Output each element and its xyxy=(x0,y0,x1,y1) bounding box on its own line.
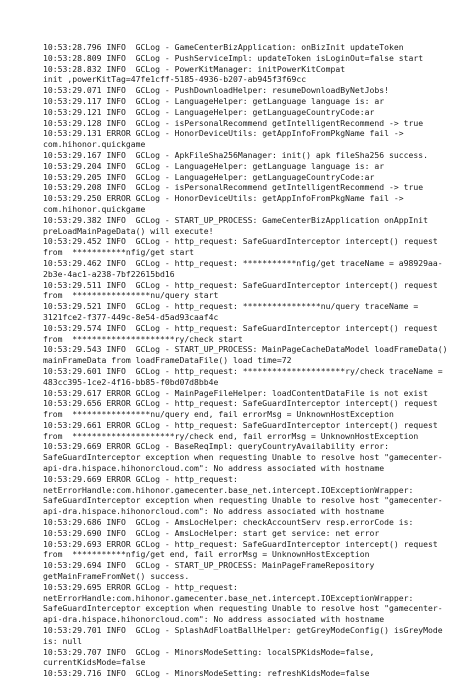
log-line: 10:53:29.250 ERROR GCLog - HonorDeviceUtils: getAppInfoFromPkgName fail -> xyxy=(43,193,404,204)
log-line: 10:53:29.208 INFO GCLog - isPersonalRecommend getIntelligentRecommend -> true xyxy=(43,182,424,193)
log-line: currentKidsMode=false xyxy=(43,657,146,668)
log-line: 10:53:29.511 INFO GCLog - http_request: SafeGuardInterceptor intercept() request xyxy=(43,279,438,290)
log-line: 10:53:29.656 ERROR GCLog - http_request: SafeGuardInterceptor intercept() request xyxy=(43,398,438,409)
log-line: mainFrameData from loadFrameDataFile() load time=72 xyxy=(43,355,292,366)
log-line: 10:53:29.128 INFO GCLog - isPersonalRecommend getIntelligentRecommend -> true xyxy=(43,117,424,128)
log-line: api-dra.hispace.hihonorcloud.com": No address associated with hostname xyxy=(43,506,385,517)
log-line: 10:53:29.701 INFO GCLog - SplashAdFloatBallHelper: getGreyModeConfig() isGreyMode xyxy=(43,625,443,636)
log-line: 3121fce2-f377-449c-8e54-d5ad93caaf4c xyxy=(43,311,219,322)
log-line: netErrorHandle:com.hihonor.gamecenter.base_net.intercept.IOExceptionWrapper: xyxy=(43,592,414,603)
log-line: 10:53:29.601 INFO GCLog - http_request: *********************ry/check traceName = xyxy=(43,365,443,376)
log-line: from *********************ry/check end, fail errorMsg = UnknownHostException xyxy=(43,430,419,441)
log-line: com.hihonor.quickgame xyxy=(43,139,146,150)
log-line: 10:53:29.693 ERROR GCLog - http_request: SafeGuardInterceptor intercept() request xyxy=(43,538,438,549)
log-line: 10:53:29.543 INFO GCLog - START_UP_PROCESS: MainPageCacheDataModel loadFrameData() xyxy=(43,344,448,355)
log-line: from *********************ry/check start xyxy=(43,333,243,344)
log-line: 10:53:29.452 INFO GCLog - http_request: SafeGuardInterceptor intercept() request xyxy=(43,236,438,247)
log-line: init ,powerKitTag=47fe1cff-5185-4936-b207-ab945f3f69cc xyxy=(43,74,307,85)
log-line: 10:53:29.167 INFO GCLog - ApkFileSha256Manager: init() apk fileSha256 success. xyxy=(43,149,428,160)
log-line: 10:53:29.382 INFO GCLog - START_UP_PROCESS: GameCenterBizApplication onAppInit xyxy=(43,214,428,225)
log-line: 10:53:29.521 INFO GCLog - http_request: ****************nu/query traceName = xyxy=(43,301,419,312)
log-line: 10:53:29.574 INFO GCLog - http_request: SafeGuardInterceptor intercept() request xyxy=(43,322,438,333)
log-line: 10:53:29.695 ERROR GCLog - http_request: xyxy=(43,581,238,592)
log-line: from ***********nfig/get end, fail errorMsg = UnknownHostException xyxy=(43,549,370,560)
log-line: from ***********nfig/get start xyxy=(43,247,195,258)
log-line: SafeGuardInterceptor exception when requesting Unable to resolve host "gamecenter- xyxy=(43,603,443,614)
log-line: 10:53:28.832 INFO GCLog - PowerKitManager: initPowerKitCompat xyxy=(43,63,346,74)
log-line: api-dra.hispace.hihonorcloud.com": No address associated with hostname xyxy=(43,614,385,625)
log-line: 10:53:29.690 INFO GCLog - AmsLocHelper: start get service: net error xyxy=(43,527,380,538)
log-line: 10:53:29.669 ERROR GCLog - BaseReqImpl: queryCountryAvailability error: xyxy=(43,441,389,452)
log-line: 10:53:29.669 ERROR GCLog - http_request: xyxy=(43,473,238,484)
log-line: SafeGuardInterceptor exception when requesting Unable to resolve host "gamecenter- xyxy=(43,495,443,506)
log-line: from ****************nu/query start xyxy=(43,290,219,301)
log-line: is: null xyxy=(43,635,82,646)
log-line: 10:53:29.686 INFO GCLog - AmsLocHelper: checkAccountServ resp.errorCode is: xyxy=(43,517,414,528)
log-line: 10:53:29.694 INFO GCLog - START_UP_PROCESS: MainPageFrameRepository xyxy=(43,560,375,571)
log-line: 2b3e-4ac1-a238-7bf22615bd16 xyxy=(43,268,175,279)
log-line: 10:53:29.617 ERROR GCLog - MainPageFileHelper: loadContentDataFile is not exist xyxy=(43,387,428,398)
log-line: 10:53:29.661 ERROR GCLog - http_request: SafeGuardInterceptor intercept() request xyxy=(43,419,438,430)
log-line: 10:53:29.707 INFO GCLog - MinorsModeSetting: localSPKidsMode=false, xyxy=(43,646,375,657)
log-line: 10:53:29.121 INFO GCLog - LanguageHelper: getLanguageCountryCode:ar xyxy=(43,106,375,117)
log-line: from ****************nu/query end, fail errorMsg = UnknownHostException xyxy=(43,409,394,420)
log-line: 10:53:28.809 INFO GCLog - PushServiceImpl: updateToken isLoginOut=false start xyxy=(43,52,424,63)
log-line: 10:53:28.796 INFO GCLog - GameCenterBizApplication: onBizInit updateToken xyxy=(43,42,404,52)
log-line: getMainFrameFromNet() success. xyxy=(43,571,190,582)
log-line: netErrorHandle:com.hihonor.gamecenter.base_net.intercept.IOExceptionWrapper: xyxy=(43,484,414,495)
log-line: 10:53:29.071 INFO GCLog - PushDownloadHelper: resumeDownloadByNetJobs! xyxy=(43,85,389,96)
log-line: api-dra.hispace.hihonorcloud.com": No address associated with hostname xyxy=(43,463,385,474)
log-line: 10:53:29.716 INFO GCLog - MinorsModeSetting: refreshKidsMode=false xyxy=(43,668,370,679)
log-line: 10:53:29.205 INFO GCLog - LanguageHelper: getLanguageCountryCode:ar xyxy=(43,171,375,182)
log-line: com.hihonor.quickgame xyxy=(43,203,146,214)
log-line: SafeGuardInterceptor exception when requesting Unable to resolve host "gamecenter- xyxy=(43,452,443,463)
log-line: 10:53:29.204 INFO GCLog - LanguageHelper: getLanguage language is: ar xyxy=(43,160,385,171)
log-line: 10:53:29.131 ERROR GCLog - HonorDeviceUtils: getAppInfoFromPkgName fail -> xyxy=(43,128,404,139)
log-line: preLoadMainPageData() will execute! xyxy=(43,225,214,236)
log-line: 483cc395-1ce2-4f16-bb85-f0bd07d8bb4e xyxy=(43,376,219,387)
log-output xyxy=(43,42,463,679)
log-line: 10:53:29.117 INFO GCLog - LanguageHelper: getLanguage language is: ar xyxy=(43,95,385,106)
log-line: 10:53:29.462 INFO GCLog - http_request: ***********nfig/get traceName = a98929aa- xyxy=(43,257,443,268)
